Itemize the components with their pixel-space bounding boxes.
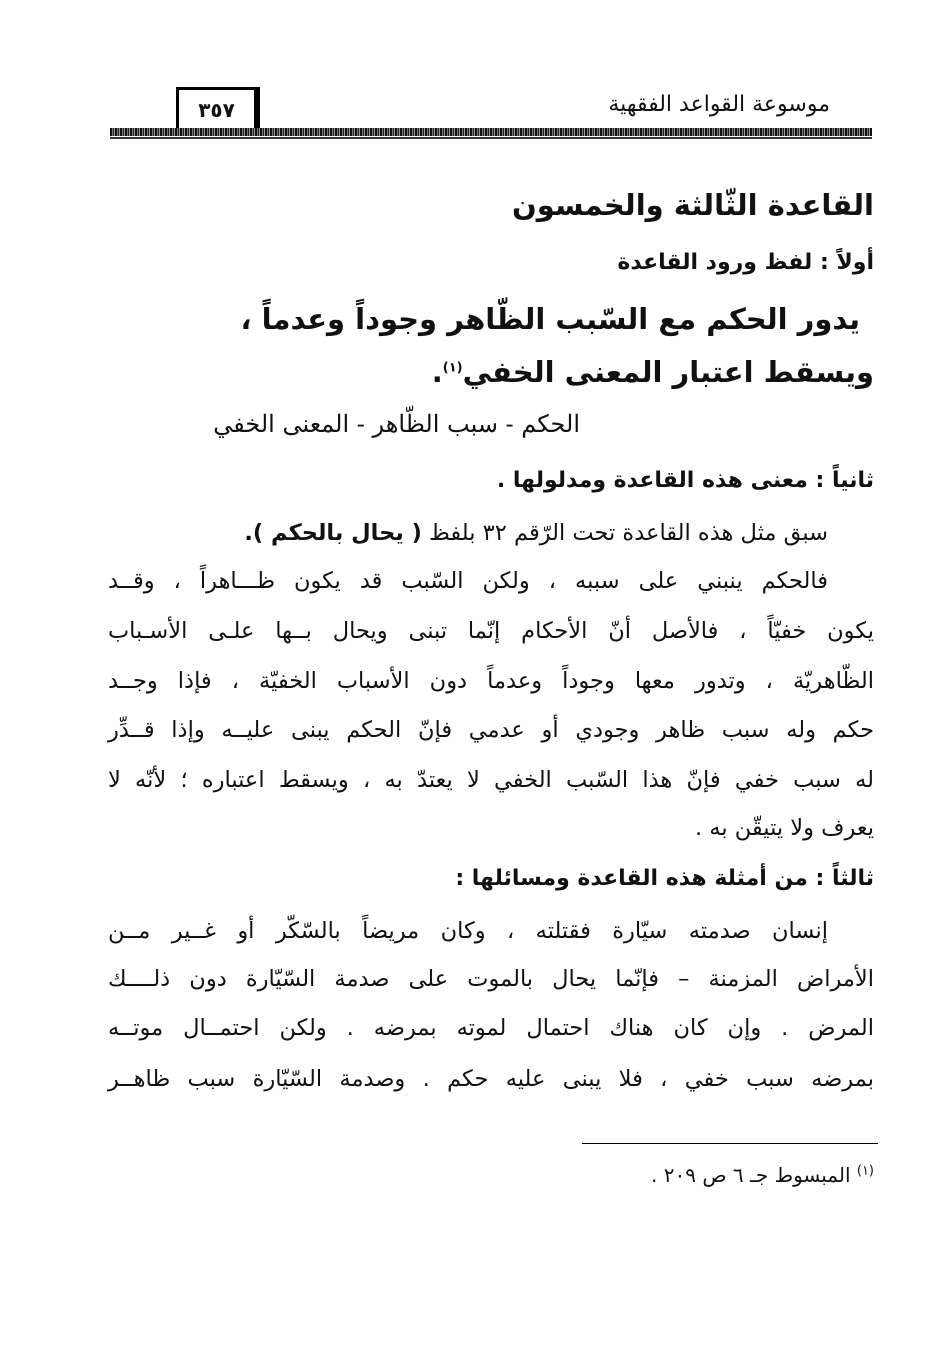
rule-title: القاعدة الثّالثة والخمسون xyxy=(512,188,874,222)
body-line: بمرضه سبب خفي ، فلا يبنى عليه حكم . وصدمة السّيّارة سبب ظاهــر xyxy=(108,1066,874,1092)
bold-phrase: ( يحال بالحكم ). xyxy=(244,520,422,546)
page-number: ٣٥٧ xyxy=(176,87,260,129)
body-line: له سبب خفي فإنّ هذا السّبب الخفي لا يعتدّ به ، ويسقط اعتباره ؛ لأنّه لا xyxy=(108,767,874,793)
body-line: فالحكم ينبني على سببه ، ولكن السّبب قد يكون ظـــاهراً ، وقــد xyxy=(108,568,828,594)
rule-text-end: . xyxy=(431,355,443,389)
footnote-marker: (١) xyxy=(856,1163,874,1179)
body-line xyxy=(180,520,828,546)
key-terms: الحكم - سبب الظّاهر - المعنى الخفي xyxy=(213,410,580,438)
body-line: الظّاهريّة ، وتدور معها وجوداً وعدماً دون الأسباب الخفيّة ، فإذا وجــد xyxy=(108,668,874,694)
body-line: يكون خفيّاً ، فالأصل أنّ الأحكام إنّما تبنى ويحال بــها علـى الأسـباب xyxy=(108,618,874,644)
body-line: إنسان صدمته سيّارة فقتلته ، وكان مريضاً بالسّكّر أو غــير مــن xyxy=(108,918,828,944)
section1-heading: أولاً : لفظ ورود القاعدة xyxy=(617,250,874,275)
rule-text-line2-content: ويسقط اعتبار المعنى الخفي xyxy=(462,355,874,389)
body-line: يعرف ولا يتيقّن به . xyxy=(695,815,874,841)
footnote-text: المبسوط جـ ٦ ص ٢٠٩ . xyxy=(651,1163,851,1187)
body-line: الأمراض المزمنة – فإنّما يحال بالموت على صدمة السّيّارة دون ذلــــك xyxy=(108,966,874,992)
running-header-title: موسوعة القواعد الفقهية xyxy=(608,92,830,117)
header-rule-thin xyxy=(110,137,872,139)
body-line: حكم وله سبب ظاهر وجودي أو عدمي فإنّ الحكم يبنى عليــه وإذا قــدِّر xyxy=(108,717,874,743)
footnote-rule xyxy=(582,1143,878,1144)
footnote-ref: (١) xyxy=(442,360,463,376)
body-line: المرض . وإن كان هناك احتمال لموته بمرضه . ولكن احتمــال موتــه xyxy=(108,1015,874,1041)
body-line-text: سبق مثل هذه القاعدة تحت الرّقم ٣٢ بلفظ xyxy=(429,520,828,546)
rule-text-line2 xyxy=(432,355,874,389)
rule-text-line1: يدور الحكم مع السّبب الظّاهر وجوداً وعدماً ، xyxy=(240,302,860,336)
section3-heading: ثالثاً : من أمثلة هذه القاعدة ومسائلها : xyxy=(455,866,874,891)
footnote xyxy=(651,1163,874,1187)
section2-heading: ثانياً : معنى هذه القاعدة ومدلولها . xyxy=(496,468,874,493)
header-rule xyxy=(110,128,872,136)
